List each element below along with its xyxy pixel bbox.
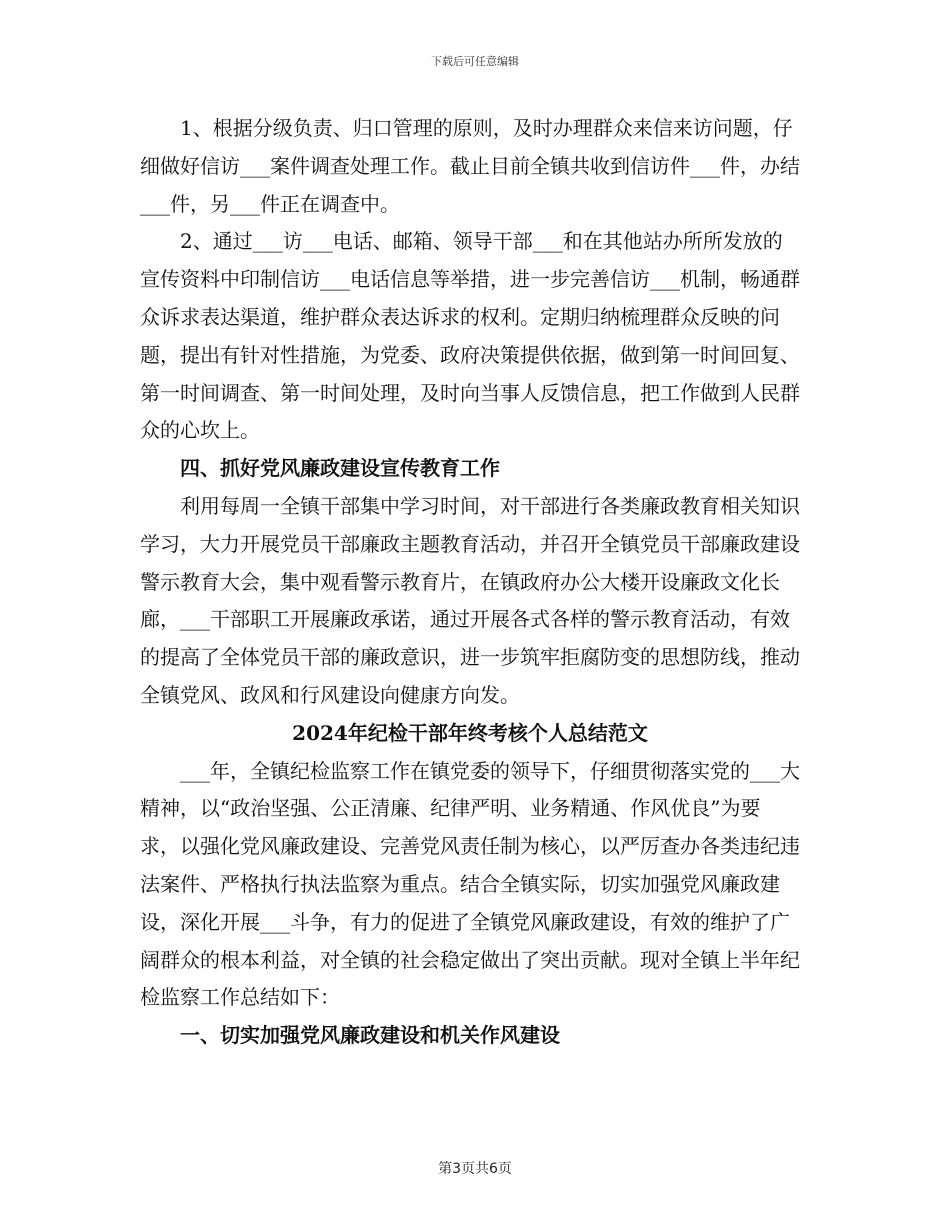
paragraph-summary-intro: ___年，全镇纪检监察工作在镇党委的领导下，仔细贯彻落实党的___大精神，以“政治坚强、公正清廉、纪律严明、业务精通、作风优良”为要求，以强化党风廉政建设、完善党风责任制为核心，以严厉查办各类违纪违法案件、严格执行执法监察为重点。结合全镇实际，切实加强党风廉政建设，深化开展___斗争，有力的促进了全镇党风廉政建设，有效的维护了广阔群众的根本利益，对全镇的社会稳定做出了突出贡献。现对全镇上半年纪检监察工作总结如下： bbox=[140, 758, 800, 1010]
section-heading-construction: 一、切实加强党风廉政建设和机关作风建设 bbox=[180, 1023, 560, 1048]
page-header-note: 下载后可任意编辑 bbox=[431, 55, 519, 68]
page-number: 第3页共6页 bbox=[438, 1161, 512, 1177]
section-heading-publicity: 四、抓好党风廉政建设宣传教育工作 bbox=[180, 456, 500, 481]
document-body bbox=[140, 110, 800, 1055]
paragraph-education: 利用每周一全镇干部集中学习时间，对干部进行各类廉政教育相关知识学习，大力开展党员干部廉政主题教育活动，并召开全镇党员干部廉政建设警示教育大会，集中观看警示教育片，在镇政府办公大楼开设廉政文化长廊，___干部职工开展廉政承诺，通过开展各式各样的警示教育活动，有效的提高了全体党员干部的廉政意识，进一步筑牢拒腐防变的思想防线，推动全镇党风、政风和行风建设向健康方向发。 bbox=[140, 493, 800, 707]
document-title: 2024年纪检干部年终考核个人总结范文 bbox=[292, 720, 648, 745]
paragraph-petition-handling: 1、根据分级负责、归口管理的原则，及时办理群众来信来访问题，仔细做好信访___案件调查处理工作。截止目前全镇共收到信访件___件，办结___件，另___件正在调查中。 bbox=[140, 116, 800, 216]
paragraph-petition-channels: 2、通过___访___电话、邮箱、领导干部___和在其他站办所所发放的宣传资料中印制信访___电话信息等举措，进一步完善信访___机制，畅通群众诉求表达渠道，维护群众表达诉求的权利。定期归纳梳理群众反映的问题，提出有针对性措施，为党委、政府决策提供依据，做到第一时间回复、第一时间调查、第一时间处理，及时向当事人反馈信息，把工作做到人民群众的心坎上。 bbox=[140, 229, 800, 443]
